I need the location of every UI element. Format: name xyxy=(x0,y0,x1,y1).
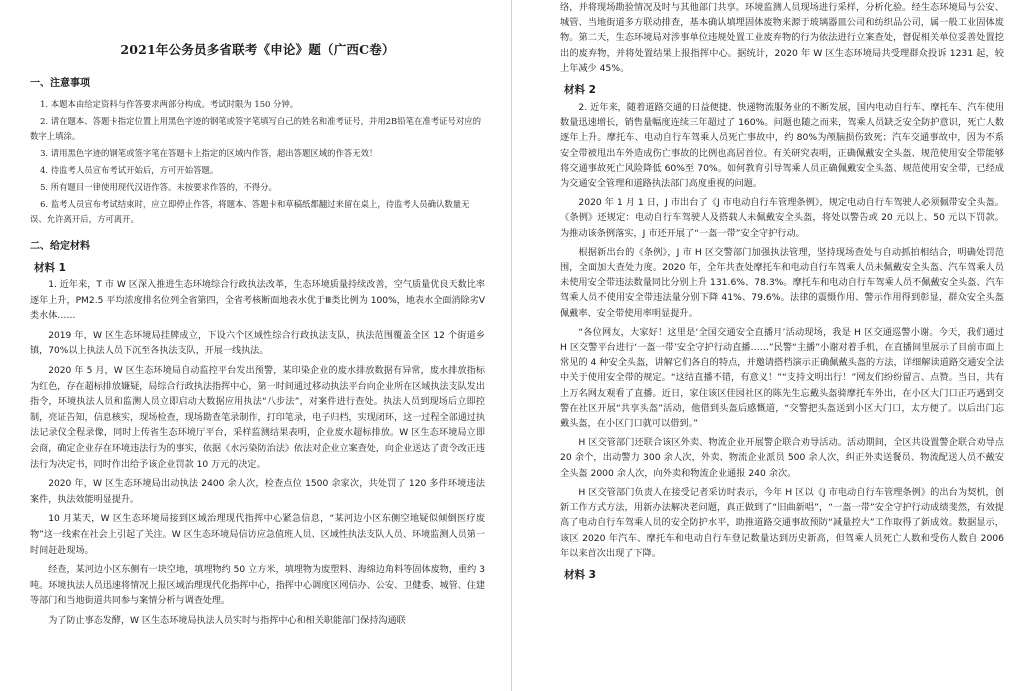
material-2-heading: 材料 2 xyxy=(564,84,596,97)
material-paragraph: “各位网友，大家好！这里是‘全国交通安全直播月’活动现场，我是 H 区交通巡警小谢。今天，我们通过 H 区交警平台进行‘一盔一带’安全守护行动直播……”民警“主播”小谢对着手机，在直播间里展示了目前市面上常见的 4 种安全头盔，讲解它们各自的特点，并邀请搭档演示正确佩戴头盔的方法，详细解读道路交通安全法中关于使用安全带的规定。“这结直播不错，有意义！”“支持文明出行！”网友们纷纷留言、点赞。当日，共有上万名网友观看了直播。近日，家住该区佳园社区的陈先生忘戴头盔骑摩托车外出，在小区大门口正巧遇到交警在社区开展“共享头盔”活动，他借到头盔后感慨道，“交警把头盔送到小区大门口，太方便了。以后出门忘戴头盔，在小区门口就可以借到。” xyxy=(560,326,1004,430)
material-paragraph: 为了防止事态发酵，W 区生态环境局执法人员实时与指挥中心和相关职能部门保持沟通联 xyxy=(48,615,406,626)
material-paragraph: 根据新出台的《条例》，J 市 H 区交警部门加强执法管理，坚持现场查处与自动抓拍相结合，明确处罚范围，全面加大查处力度。2020 年，全年共查处摩托车和电动自行车驾乘人员未佩戴安全头盔、汽车驾乘人员未使用安全带违法数量同比分别上升 131.6%、78.3%。摩托车和电动自行车驾乘人员不佩戴安全头盔、汽车驾乘人员不使用安全带违法量分别下降 41%、79.6%。法律的震慑作用、警示作用得到彰显，群众安全头盔佩戴率、安全带使用率明显提升。 xyxy=(560,246,1004,319)
notice-item: 2. 请在题本、答题卡指定位置上用黑色字迹的钢笔或签字笔填写自己的姓名和准考证号，并用2B铅笔在准考证号对应的数字上填涂。 xyxy=(30,116,481,141)
notice-item: 6. 监考人员宣布考试结束时，应立即停止作答，将题本、答题卡和草稿纸都翻过来留在桌上，待监考人员确认数量无误、允许离开后，方可离开。 xyxy=(30,199,470,224)
material-1-heading: 材料 1 xyxy=(34,262,66,274)
material-paragraph: 2019 年，W 区生态环境局挂牌成立，下设六个区域性综合行政执法支队，执法范围覆盖全区 12 个街道乡镇，70%以上执法人员下沉至各执法支队，开展一线执法。 xyxy=(30,330,485,357)
right-page xyxy=(512,0,1024,691)
material-paragraph: 2020 年 5 月，W 区生态环境局自动监控平台发出预警，某印染企业的废水排放数据有异常，废水排放指标为红色，存在超标排放嫌疑，局综合行政执法指挥中心，第一时间通过移动执法平台向企业所在区域执法支队发出指令，环境执法人员和监测人员立即启动大数据应用执法“八步法”，对案件进行查处。执法人员到现场后立即控制，亮证告知，信息核实，现场检查，现场勘查笔录制作，打印笔录，电子归档，实现闭环，这一过程全部通过执法记录仪全程录像，同时上传省生态环境厅平台，采样监测结果表明，企业废水超标排放。W 区生态环境局立即会商，确定企业存在环境违法行为的事实，依据《水污染防治法》依法对企业立案查处，向企业送达了责令改正违法行为决定书，同时作出给予该企业罚款 10 万元的决定。 xyxy=(30,365,485,470)
material-paragraph: 经查，某河边小区东侧有一块空地，填埋物约 50 立方米，填埋物为废塑料、海绵边角料等固体废物，重约 3 吨。环境执法人员迅速将情况上报区域治理现代化指挥中心，指挥中心调度区网信办、公安、卫健委、城管、住建等部门和当地街道共同参与案情分析与调查处理。 xyxy=(30,565,485,607)
notice-item: 5. 所有题目一律使用现代汉语作答。未按要求作答的，不得分。 xyxy=(40,182,277,192)
document-title: 2021年公务员多省联考《申论》题（广西C卷） xyxy=(120,42,395,57)
notice-item: 4. 待监考人员宣布考试开始后，方可开始答题。 xyxy=(40,165,219,175)
material-paragraph: 2020 年 1 月 1 日，J 市出台了《J 市电动自行车管理条例》，规定电动自行车驾驶人必须佩带安全头盔。《条例》还规定：电动自行车驾驶人及搭载人未佩戴安全头盔，将处以警告或 20 元以上、50 元以下罚款。为推动该条例落实，J 市还开展了“一盔一带”安全守护行动。 xyxy=(560,197,1004,239)
material-paragraph: H 区交管部门还联合该区外卖、物流企业开展警企联合劝导活动。活动期间，全区共设置警企联合劝导点 20 余个，出动警力 300 余人次，外卖、物流企业派员 500 余人次，纠正外卖送餐员、物流配送人员不戴安全头盔 2000 余人次，向外卖和物流企业通报 240 余次。 xyxy=(560,437,1004,479)
notice-section-heading: 一、注意事项 xyxy=(30,78,90,89)
material-paragraph-continued: 络，并将现场勘验情况及时与其他部门共享。环境监测人员现场进行采样，分析化验。经生态环境局与公安、城管、当地街道多方联动排查，基本确认填埋固体废物来源于玻璃器皿公司和纺织品公司，属一般工业固体废物。第二天，生态环境局对涉事单位违规处置工业废弃物的行为依法进行立案查处，督促相关单位妥善处置挖出的废弃物，并将处置结果上报指挥中心。据统计，2020 年 W 区生态环境局共受理群众投诉 1231 起，较上年减少 45%。 xyxy=(560,2,1004,74)
notice-item: 3. 请用黑色字迹的钢笔或签字笔在答题卡上指定的区域内作答，超出答题区域的作答无效！ xyxy=(40,148,378,158)
notice-item: 1. 本题本由给定资料与作答要求两部分构成。考试时限为 150 分钟。 xyxy=(40,99,299,109)
material-paragraph: 1. 近年来，T 市 W 区深入推进生态环境综合行政执法改革，生态环境质量持续改善，空气质量优良天数比率逐年上升，PM2.5 平均浓度排名位列全省第四，全省考核断面地表水优于Ⅲ类比例为 100%，地表水全面消除劣Ⅴ类水体…… xyxy=(30,280,485,322)
material-paragraph: 2. 近年来，随着道路交通的日益便捷、快递物流服务业的不断发展，国内电动自行车、摩托车、汽车使用数量迅速增长，销售量幅度连续三年超过了 160%。问题也随之而来，驾乘人员缺乏安全防护意识，死亡人数逐年上升。摩托车、电动自行车驾乘人员死亡事故中，约 80%为颅脑损伤致死；汽车交通事故中，因为不系安全带被甩出车外造成伤亡事故的比例也高居首位。有关研究表明，正确佩戴安全头盔、规范使用安全带能够将交通事故死亡风险降低 60%至 70%。如何教育引导驾乘人员正确佩戴安全头盔、规范使用安全带，已经成为交通安全管理和道路执法部门高度重视的问题。 xyxy=(560,102,1004,190)
material-paragraph: 2020 年，W 区生态环境局出动执法 2400 余人次，检查点位 1500 余家次，共处罚了 120 多件环境违法案件，执法效能明显提升。 xyxy=(30,479,485,505)
material-3-heading: 材料 3 xyxy=(564,568,596,581)
material-paragraph: H 区交管部门负责人在接受记者采访时表示，今年 H 区以《J 市电动自行车管理条例》的出台为契机，创新工作方式方法，用新办法解决老问题，真正做到了“旧曲新唱”，“一盔一带”安全守护行动成绩斐然，有效提高了电动自行车驾乘人员的安全防护水平，助推道路交通事故预防“减量控大”工作取得了新成效。数据显示，该区 2020 年汽车、摩托车和电动自行车登记数量达到历史新高，但驾乘人员死亡人数和受伤人数自 2006 年以来首次出现了下降。 xyxy=(560,486,1004,559)
materials-section-heading: 二、给定材料 xyxy=(30,241,90,252)
material-paragraph: 10 月某天，W 区生态环境局接到区域治理现代指挥中心紧急信息，“某河边小区东侧空地疑似倾倒医疗废物”这一线索在社会上引起了关注。W 区生态环境局信访应急值班人员、区域性执法支队人员、环境监测人员第一时间赶赴现场。 xyxy=(30,514,485,556)
